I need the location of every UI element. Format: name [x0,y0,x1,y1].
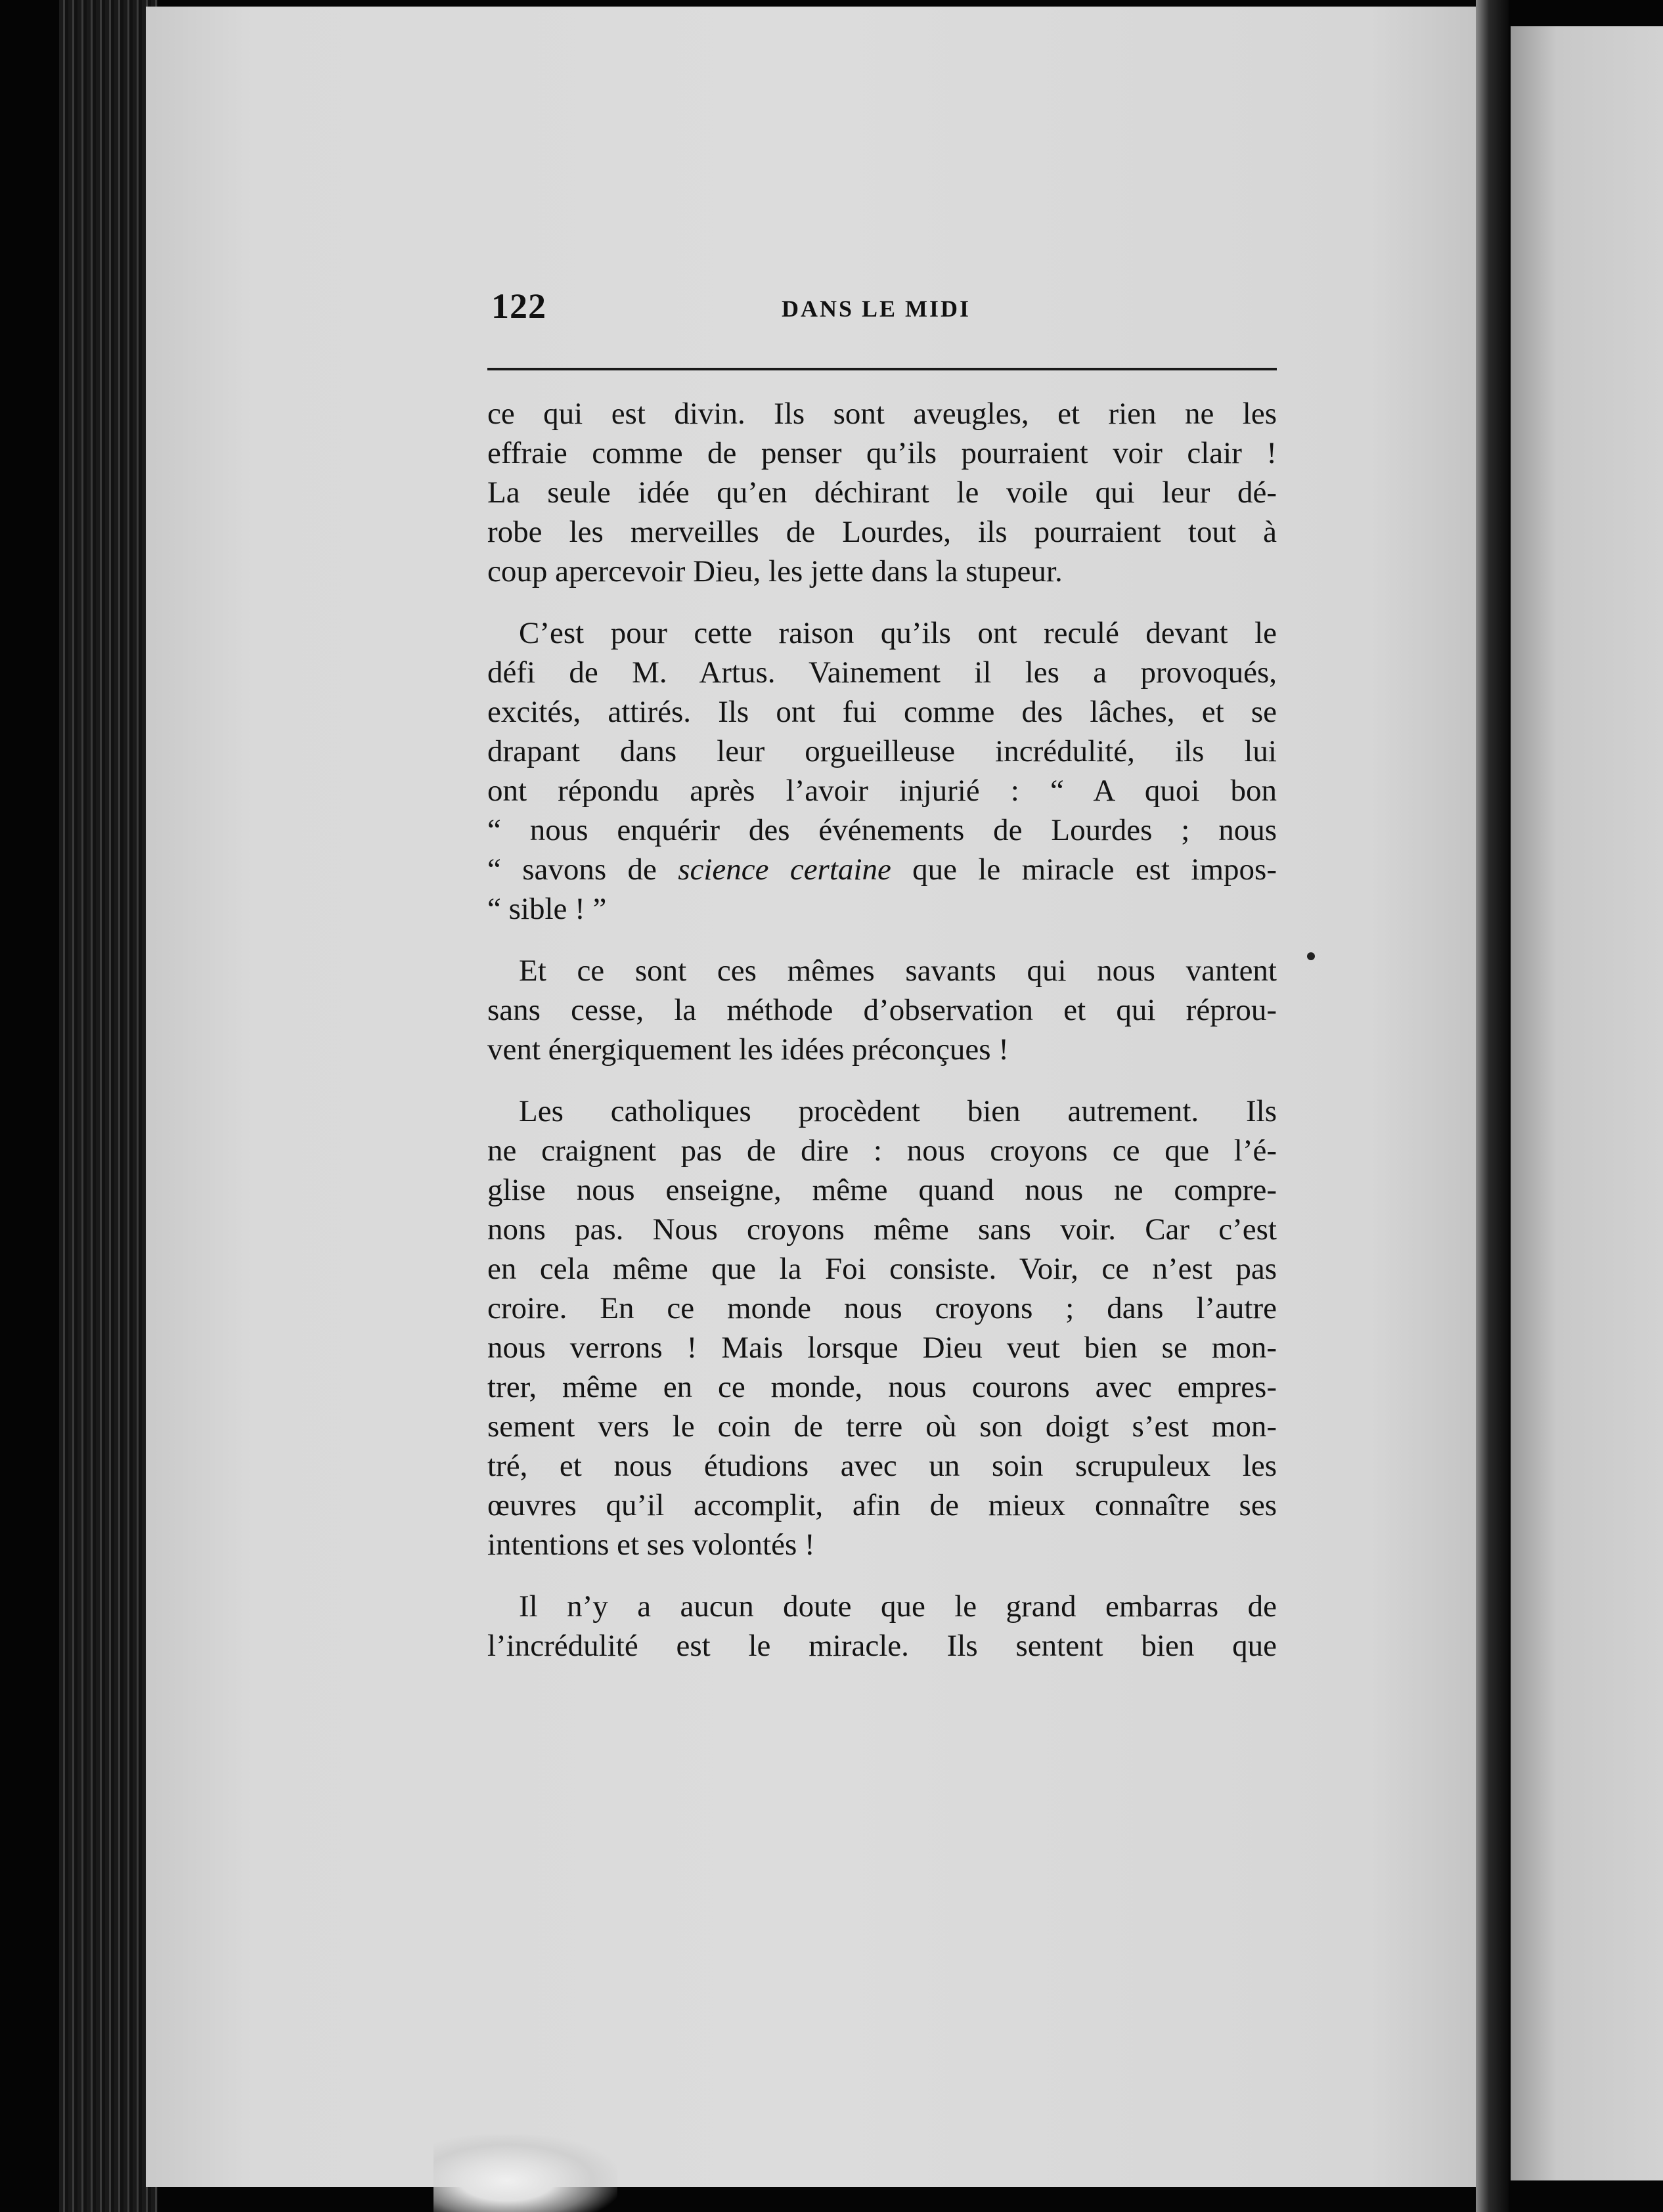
text-line: Les catholiques procèdent bien autrement. Ils [519,1094,1277,1128]
text-line: “ savons de science certaine que le miracle est impos- [487,852,1277,887]
text-line: sement vers le coin de terre où son doigt s’est mon- [487,1409,1277,1444]
text-line: croire. En ce monde nous croyons ; dans l’autre [487,1291,1277,1325]
text-line: défi de M. Artus. Vainement il les a provoqués, [487,655,1277,690]
page-number: 122 [491,286,546,326]
paragraph [487,1587,1277,1666]
text-line: La seule idée qu’en déchirant le voile qui leur dé- [487,476,1277,510]
text-line: C’est pour cette raison qu’ils ont reculé devant le [519,616,1277,650]
header-rule [487,368,1277,370]
paragraph [487,613,1277,929]
text-line: ne craignent pas de dire : nous croyons ce que l’é- [487,1134,1277,1168]
running-head: DANS LE MIDI [782,296,971,322]
paragraph [487,394,1277,591]
text-line: intentions et ses volontés ! [487,1528,815,1562]
text-line: sans cesse, la méthode d’observation et qui réprou- [487,993,1277,1027]
page-header [491,286,1277,332]
book-binding-edge [59,0,158,2212]
text-line: tré, et nous étudions avec un soin scrupuleux les [487,1449,1277,1483]
paragraph-gap [487,1069,1277,1092]
text-line: trer, même en ce monde, nous courons avec empres- [487,1370,1277,1404]
text-line: nons pas. Nous croyons même sans voir. Car c’est [487,1212,1277,1247]
paragraph-gap [487,591,1277,613]
text-line: l’incrédulité est le miracle. Ils sentent bien que [487,1629,1277,1663]
paragraph-gap [487,929,1277,951]
ink-speck [1307,952,1315,960]
page-gutter-shadow [1476,0,1509,2212]
text-line: ont répondu après l’avoir injurié : “ A quoi bon [487,774,1277,808]
text-line: vent énergiquement les idées préconçues ! [487,1032,1009,1067]
text-line: coup apercevoir Dieu, les jette dans la stupeur. [487,554,1063,588]
text-line: œuvres qu’il accomplit, afin de mieux connaître ses [487,1488,1277,1522]
text-line: effraie comme de penser qu’ils pourraient voir clair ! [487,436,1277,470]
text-line: Et ce sont ces mêmes savants qui nous vantent [519,954,1277,988]
text-line: drapant dans leur orgueilleuse incrédulité, ils lui [487,734,1277,768]
italic-phrase: science certaine [678,852,891,887]
paper-debris [433,2135,617,2212]
paragraph-gap [487,1564,1277,1587]
paragraph [487,1092,1277,1564]
text-line: glise nous enseigne, même quand nous ne compre- [487,1173,1277,1207]
text-line: “ sible ! ” [487,892,607,926]
text-line: nous verrons ! Mais lorsque Dieu veut bien se mon- [487,1331,1277,1365]
text-line: “ nous enquérir des événements de Lourdes ; nous [487,813,1277,847]
paragraph [487,951,1277,1069]
text-line: ce qui est divin. Ils sont aveugles, et rien ne les [487,397,1277,431]
text-line: en cela même que la Foi consiste. Voir, ce n’est pas [487,1252,1277,1286]
text-line: excités, attirés. Ils ont fui comme des lâches, et se [487,695,1277,729]
facing-page-edge [1511,26,1663,2180]
text-line: robe les merveilles de Lourdes, ils pourraient tout à [487,515,1277,549]
body-text [487,394,1277,1666]
text-line: Il n’y a aucun doute que le grand embarras de [519,1589,1277,1624]
